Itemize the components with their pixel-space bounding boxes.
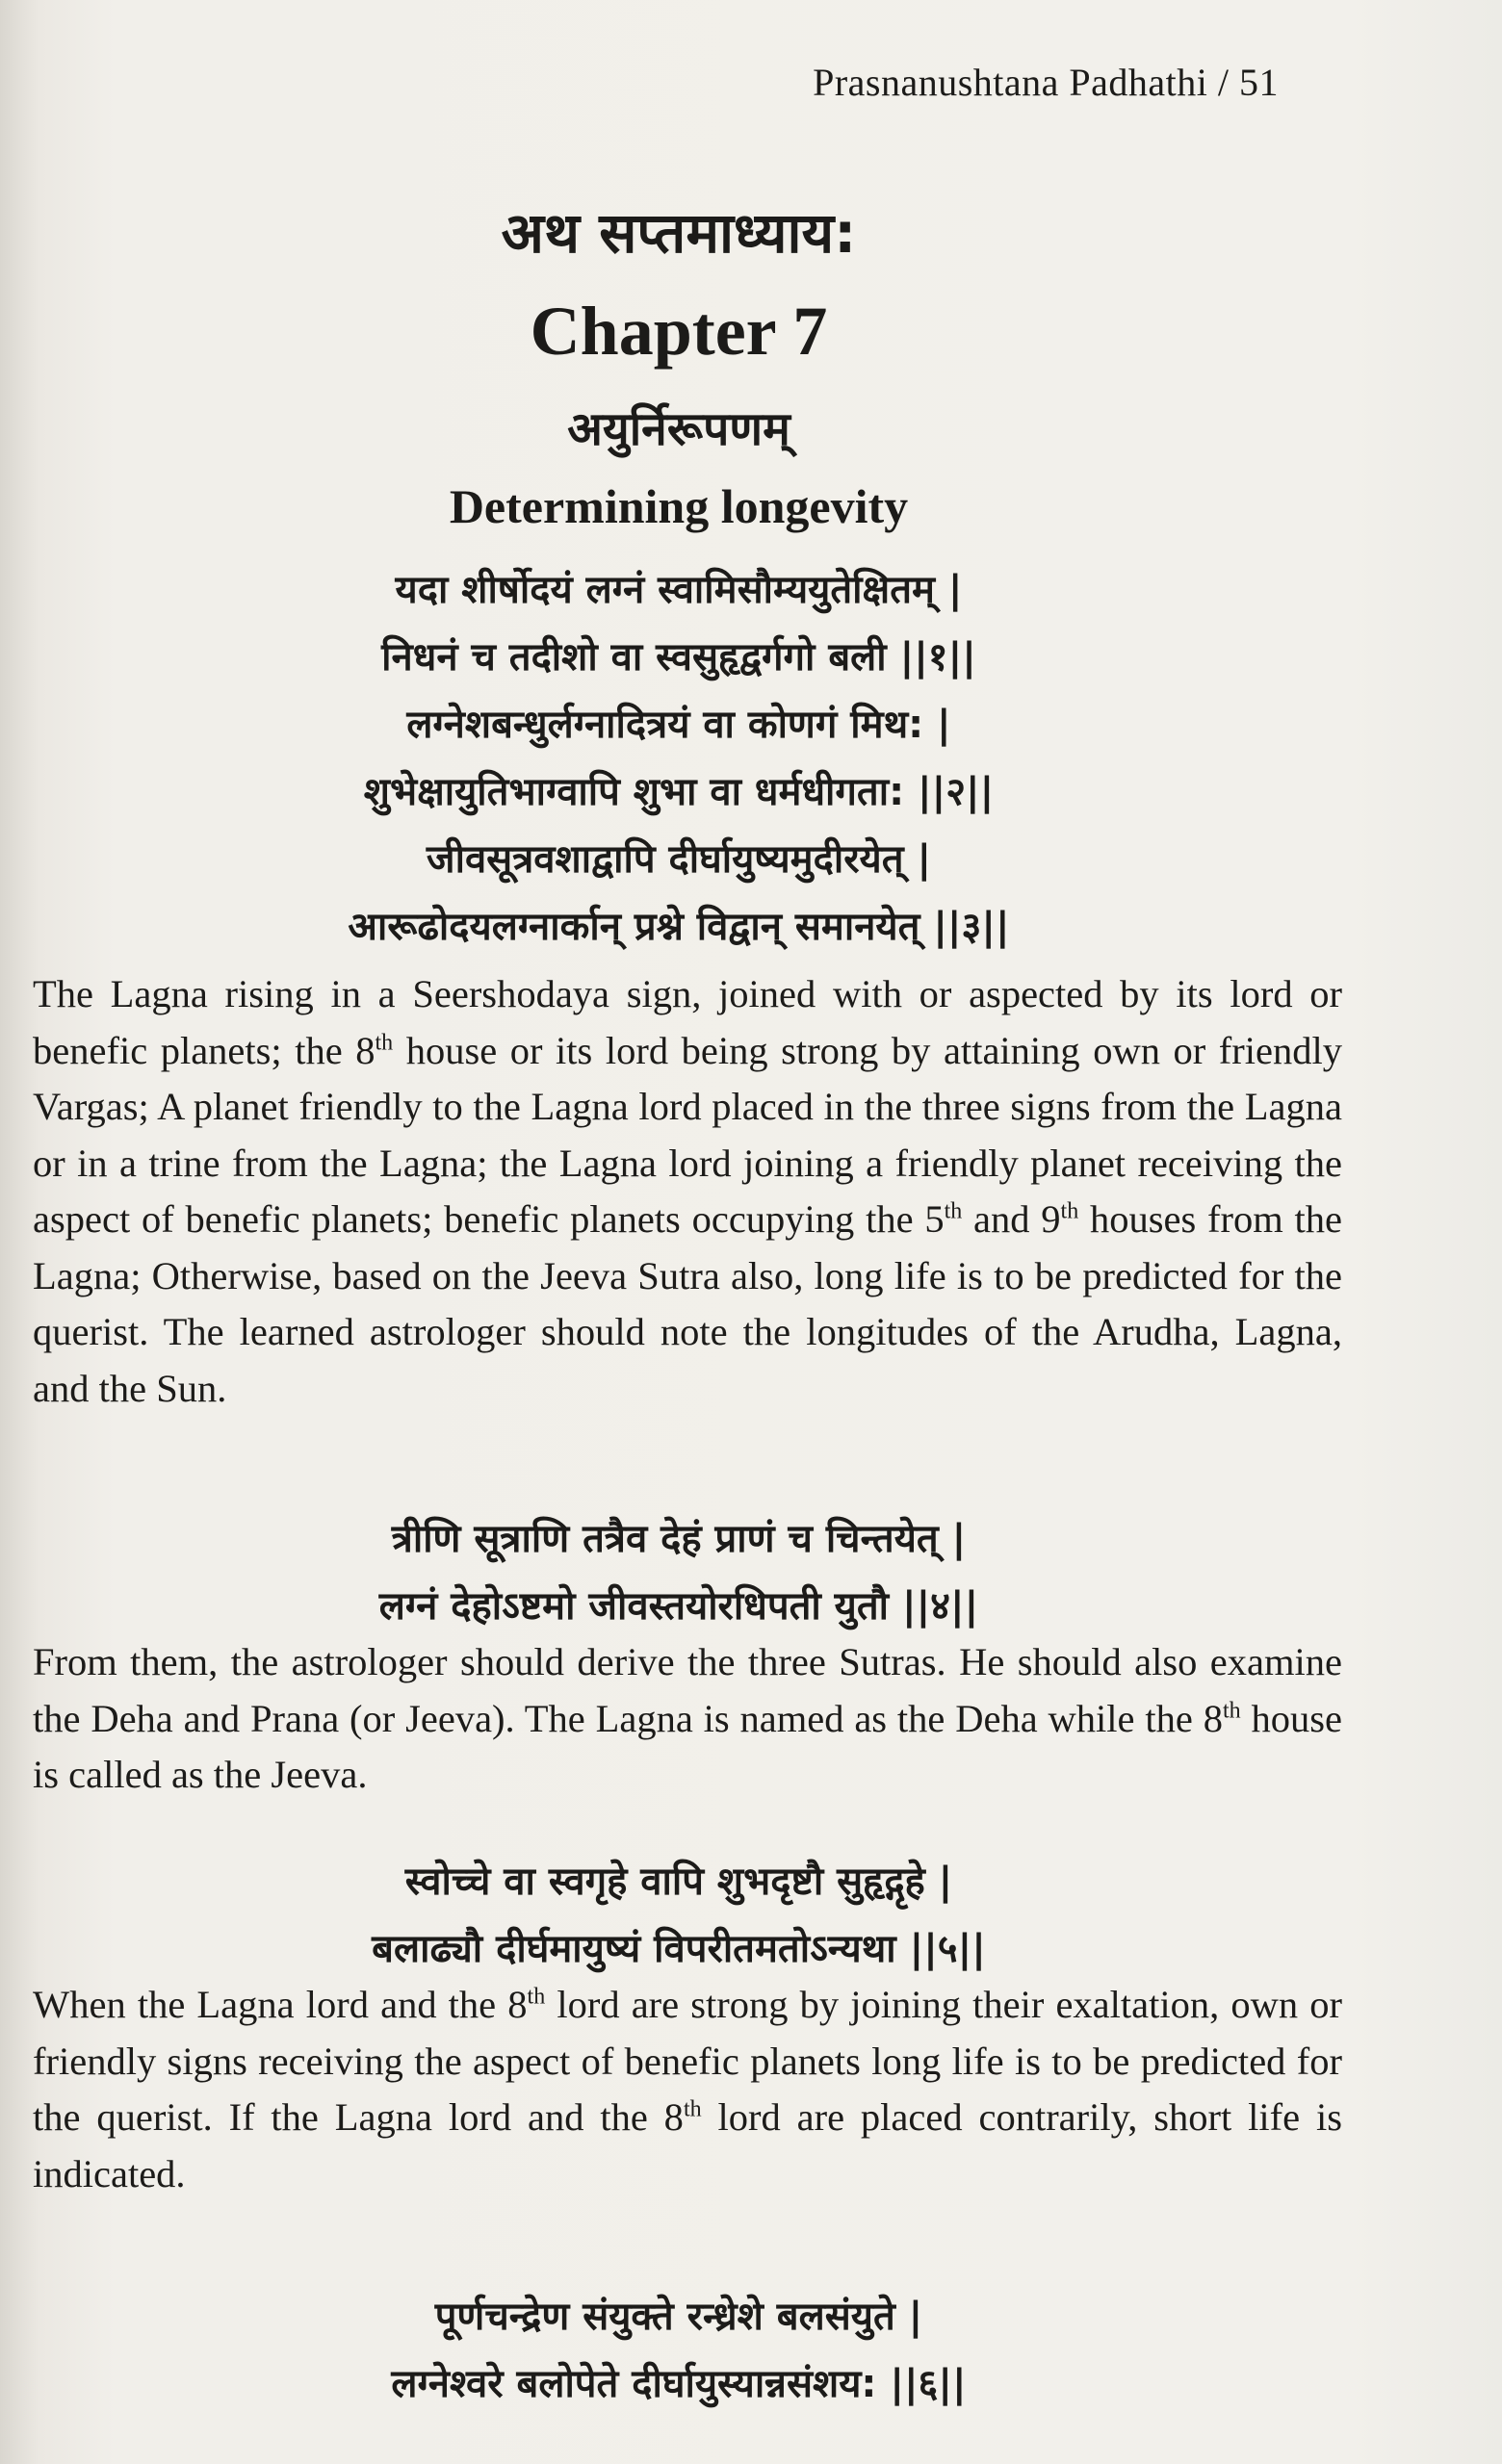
verse-line: त्रीणि सूत्राणि तत्रैव देहं प्राणं च चिन्तयेत् |: [391, 1517, 967, 1561]
verse-line: आरूढोदयलग्नार्कान् प्रश्ने विद्वान् समानयेत् ||३||: [348, 905, 1010, 949]
verse-line: निधनं च तदीशो वा स्वसुहृद्वर्गगो बली ||१||: [381, 635, 976, 680]
verse-line: यदा शीर्षोदयं लग्नं स्वामिसौम्ययुतेक्षितम् |: [395, 568, 963, 612]
verse-line: शुभेक्षायुतिभाग्वापि शुभा वा धर्मधीगता: ||२||: [363, 770, 995, 814]
verse-line: लग्नेश्वरे बलोपेते दीर्घायुस्यान्नसंशय: ||६||: [391, 2362, 967, 2406]
chapter-title: Chapter 7: [530, 293, 828, 370]
section-title: Determining longevity: [449, 479, 909, 533]
sanskrit-chapter-title: अथ सप्तमाध्याय:: [501, 200, 857, 266]
verse-line: बलाढ्यौ दीर्घमायुष्यं विपरीतमतोऽन्यथा ||५||: [372, 1927, 986, 1971]
verse-line: जीवसूत्रवशाद्वापि दीर्घायुष्यमुदीरयेत् |: [426, 837, 932, 882]
verse-5: [0, 1848, 1358, 1983]
sanskrit-section-title: अयुर्निरूपणम्: [567, 402, 790, 456]
chapter-heading-block: [0, 192, 1358, 534]
verse-6: [0, 2283, 1358, 2418]
running-head: Prasnanushtana Padhathi / 51: [813, 61, 1279, 104]
verse-line: पूर्णचन्द्रेण संयुक्ते रन्ध्रेशे बलसंयुते |: [434, 2295, 923, 2339]
verse-line: लग्नेशबन्धुर्लग्नादित्रयं वा कोणगं मिथ: |: [406, 703, 951, 747]
verse-line: लग्नं देहोऽष्टमो जीवस्तयोरधिपती युतौ ||४||: [378, 1584, 979, 1629]
translation-paragraph-2: From them, the astrologer should derive the three Sutras. He should also examine the Deha and Prana (or Jeeva). The Lagna is named as the Deha while the 8th house is called as the Jeeva.: [33, 1640, 1342, 1796]
verse-1-3: [0, 556, 1358, 961]
translation-paragraph-3: When the Lagna lord and the 8th lord are strong by joining their exaltation, own or friendly signs receiving the aspect of benefic planets long life is to be predicted for the querist. If the Lagna lord and the 8th lord are placed contrarily, short life is indicated.: [33, 1983, 1343, 2195]
verse-4: [0, 1505, 1358, 1640]
verse-line: स्वोच्चे वा स्वगृहे वापि शुभदृष्टौ सुहृद्गृहे |: [404, 1860, 953, 1904]
translation-paragraph-1: The Lagna rising in a Seershodaya sign, joined with or aspected by its lord or benefic planets; the 8th house or its lord being strong by attaining own or friendly Vargas; A planet friendly to the Lagna lord placed in the three signs from the Lagna or in a trine from the Lagna; the Lagna lord joining a friendly planet receiving the aspect of benefic planets; benefic planets occupying the 5th and 9th houses from the Lagna; Otherwise, based on the Jeeva Sutra also, long life is to be predicted for the querist. The learned astrologer should note the longitudes of the Arudha, Lagna, and the Sun.: [33, 972, 1342, 1410]
